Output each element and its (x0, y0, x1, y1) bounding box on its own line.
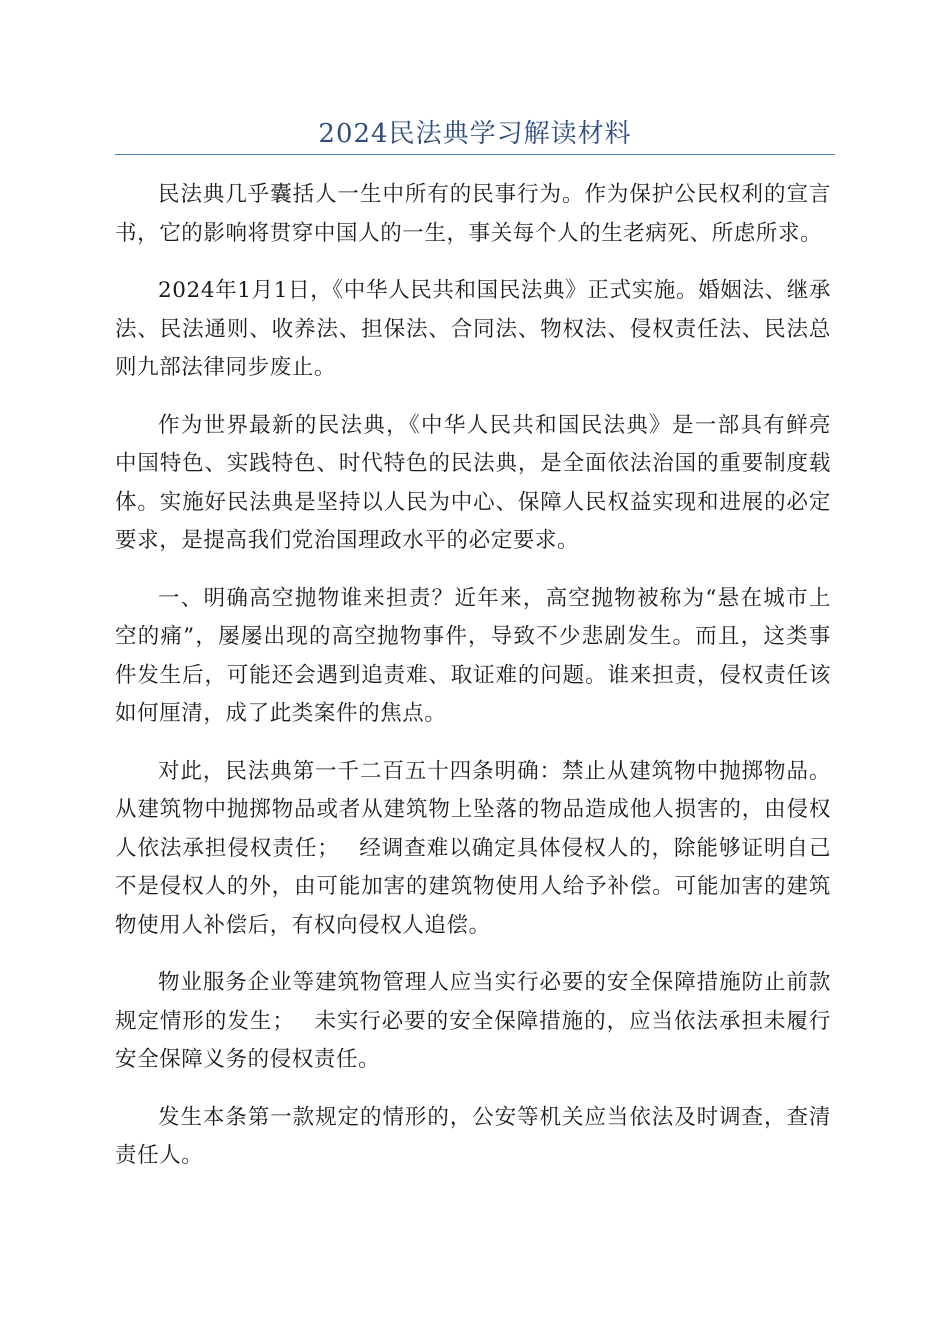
paragraph-effective-date: 2024年1月1日，《中华人民共和国民法典》正式实施。婚姻法、继承法、民法通则、收养法、担保法、合同法、物权法、侵权责任法、民法总则九部法律同步废止。 (115, 278, 831, 380)
paragraph-public-security: 发生本条第一款规定的情形的，公安等机关应当依法及时调查，查清责任人。 (115, 1104, 831, 1168)
document-body (115, 176, 831, 1195)
paragraph-property-management: 物业服务企业等建筑物管理人应当实行必要的安全保障措施防止前款规定情形的发生； 未实行必要的安全保障措施的，应当依法承担未履行安全保障义务的侵权责任。 (115, 970, 831, 1072)
title-underline (115, 154, 835, 155)
paragraph-article-1254: 对此，民法典第一千二百五十四条明确：禁止从建筑物中抛掷物品。从建筑物中抛掷物品或者从建筑物上坠落的物品造成他人损害的，由侵权人依法承担侵权责任； 经调查难以确定具体侵权人的，除能够证明自己不是侵权人的外，由可能加害的建筑物使用人给予补偿。可能加害的建筑物使用人补偿后，有权向侵权人追偿。 (115, 758, 831, 938)
paragraph-significance: 作为世界最新的民法典，《中华人民共和国民法典》是一部具有鲜亮中国特色、实践特色、时代特色的民法典，是全面依法治国的重要制度载体。实施好民法典是坚持以人民为中心、保障人民权益实现和进展的必定要求，是提高我们党治国理政水平的必定要求。 (115, 412, 831, 553)
paragraph-intro: 民法典几乎囊括人一生中所有的民事行为。作为保护公民权利的宣言书，它的影响将贯穿中国人的一生，事关每个人的生老病死、所虑所求。 (115, 182, 831, 246)
paragraph-high-altitude-throwing: 一、明确高空抛物谁来担责？近年来，高空抛物被称为“悬在城市上空的痛”，屡屡出现的高空抛物事件，导致不少悲剧发生。而且，这类事件发生后，可能还会遇到追责难、取证难的问题。谁来担责，侵权责任该如何厘清，成了此类案件的焦点。 (115, 585, 831, 726)
document-title: 2024民法典学习解读材料 (318, 119, 632, 149)
